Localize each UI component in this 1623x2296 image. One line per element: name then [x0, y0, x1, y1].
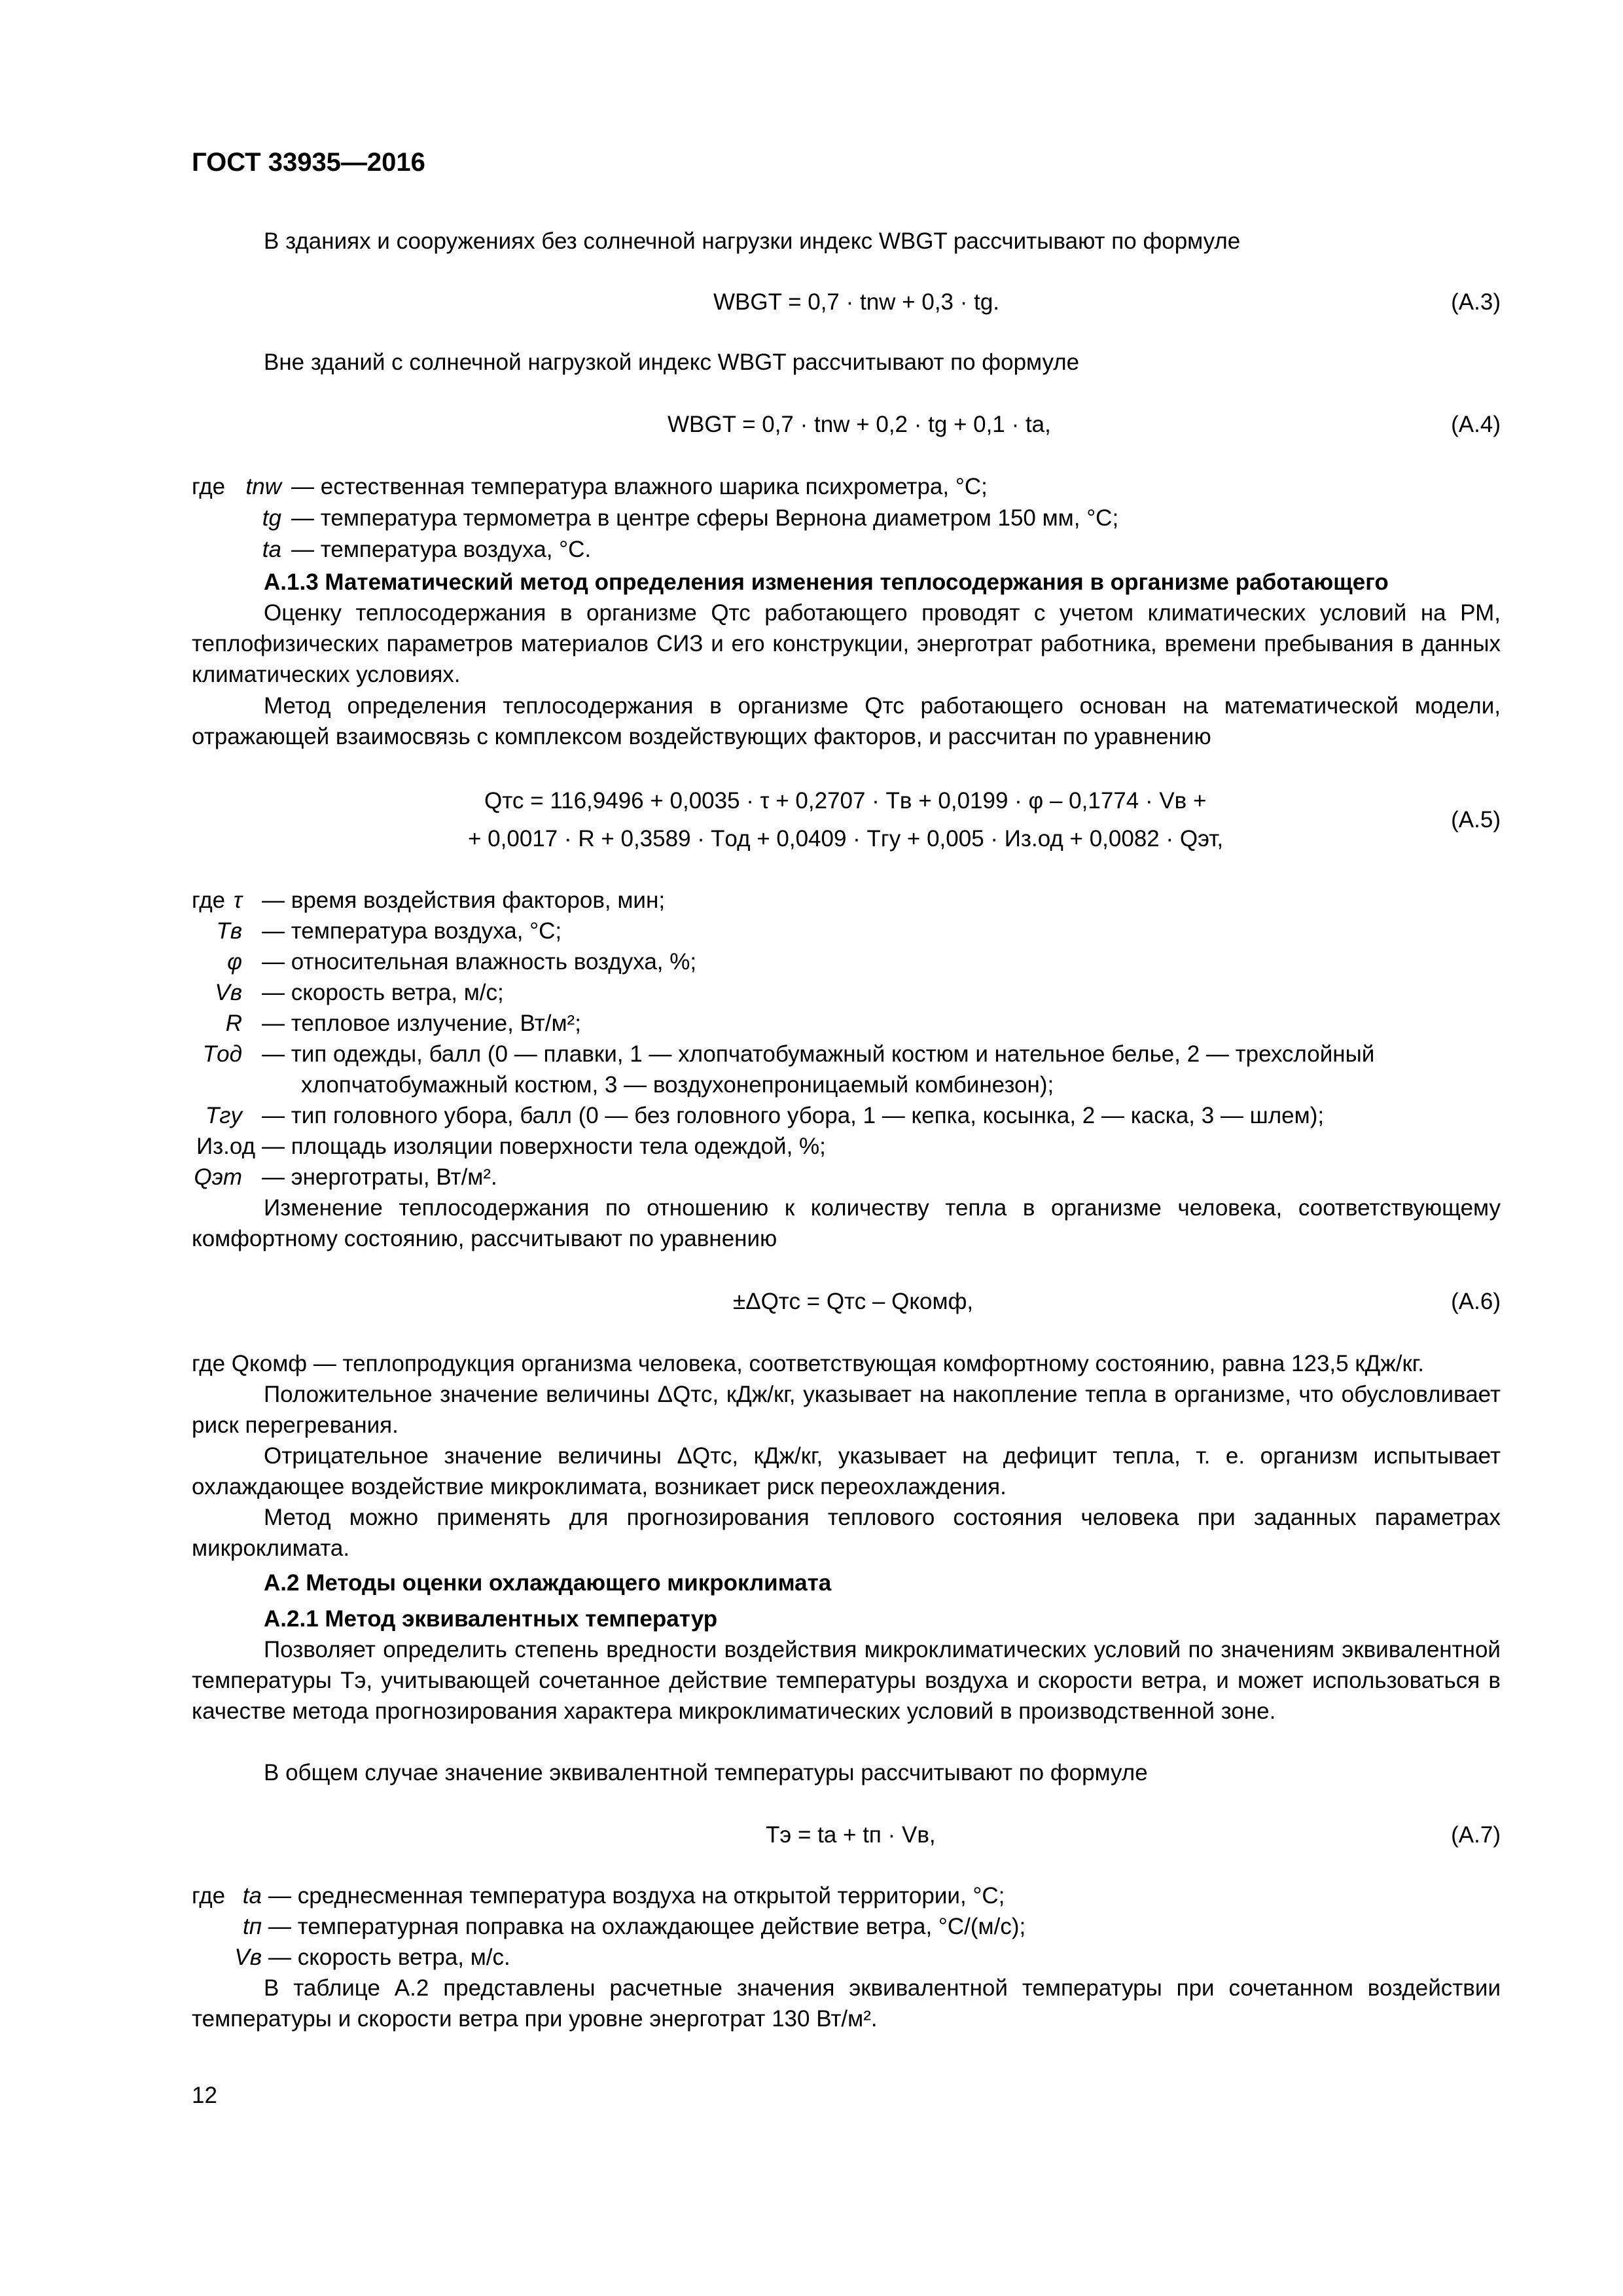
- section-heading-a2: А.2 Методы оценки охлаждающего микроклимата: [264, 1570, 832, 1596]
- variable-symbol: τ: [233, 888, 242, 913]
- formula-a4: WBGT = 0,7 · tnw + 0,2 · tg + 0,1 · ta,: [668, 412, 1051, 437]
- variable-description: — энерготраты, Вт/м².: [262, 1164, 497, 1190]
- paragraph-2: Метод определения теплосодержания в организме Qтс работающего основан на математической модели, отражающей взаимосвязь с комплексом воздействующих факторов, и рассчитан по уравнению: [192, 693, 1501, 749]
- formula-a5-line1: Qтс = 116,9496 + 0,0035 · τ + 0,2707 · Tв + 0,0199 · φ – 0,1774 · Vв +: [484, 788, 1207, 814]
- variable-description: — температура термометра в центре сферы Вернона диаметром 150 мм, °С;: [291, 505, 1119, 531]
- paragraph-10: В таблице А.2 представлены расчетные значения эквивалентной температуры при сочетанном воздействии температуры и скорости ветра при уровне энерготрат 130 Вт/м².: [192, 1975, 1501, 2032]
- variable-symbol: R: [225, 1011, 242, 1036]
- variable-symbol: tg: [262, 505, 281, 531]
- document-header: ГОСТ 33935—2016: [192, 148, 425, 177]
- variable-description: — тип одежды, балл (0 — плавки, 1 — хлопчатобумажный костюм и нательное белье, 2 — трехслойный: [262, 1041, 1375, 1067]
- paragraph-3: Изменение теплосодержания по отношению к количеству тепла в организме человека, соответствующему комфортному состоянию, рассчитывают по уравнению: [192, 1195, 1501, 1251]
- variable-symbol: tnw: [245, 474, 281, 499]
- variable-description: — температурная поправка на охлаждающее действие ветра, °С/(м/с);: [268, 1914, 1026, 1939]
- variable-description: — тип головного убора, балл (0 — без головного убора, 1 — кепка, косынка, 2 — каска, 3 — шлем);: [262, 1103, 1325, 1128]
- formula-a4-number: (А.4): [1451, 412, 1501, 437]
- variable-symbol: Vв: [234, 1945, 262, 1970]
- paragraph-1: Оценку теплосодержания в организме Qтс работающего проводят с учетом климатических условий на РМ, теплофизических параметров материалов СИЗ и его конструкции, энерготрат работника, времени пребывания в данных климатических условиях.: [192, 600, 1501, 687]
- paragraph-5: Положительное значение величины ΔQтс, кДж/кг, указывает на накопление тепла в организме, что обусловливает риск перегревания.: [192, 1382, 1501, 1438]
- formula-a3: WBGT = 0,7 · tnw + 0,3 · tg.: [713, 289, 1000, 315]
- variable-symbol: ta: [262, 537, 281, 562]
- paragraph-6: Отрицательное значение величины ΔQтс, кДж/кг, указывает на дефицит тепла, т. е. организм испытывает охлаждающее воздействие микроклимата, возникает риск переохлаждения.: [192, 1443, 1501, 1499]
- intro-paragraph-1: В зданиях и сооружениях без солнечной нагрузки индекс WBGT рассчитывают по формуле: [264, 228, 1241, 254]
- paragraph-4: где Qкомф — теплопродукция организма человека, соответствующая комфортному состоянию, равна 123,5 кДж/кг.: [192, 1351, 1425, 1376]
- paragraph-9: В общем случае значение эквивалентной температуры рассчитывают по формуле: [264, 1760, 1148, 1785]
- intro-paragraph-2: Вне зданий с солнечной нагрузкой индекс WBGT рассчитывают по формуле: [264, 350, 1080, 375]
- variable-symbol: Qэт: [194, 1164, 242, 1190]
- variable-symbol: ta: [242, 1883, 262, 1909]
- variable-description: — температура воздуха, °С;: [262, 918, 562, 944]
- variable-description: — время воздействия факторов, мин;: [262, 888, 666, 913]
- formula-a6: ±ΔQтс = Qтс – Qкомф,: [733, 1289, 974, 1314]
- variable-description: — скорость ветра, м/с.: [268, 1945, 510, 1970]
- variable-description: — естественная температура влажного шарика психрометра, °С;: [291, 474, 988, 499]
- variable-symbol: Tод: [202, 1041, 242, 1067]
- formula-a5-line2: + 0,0017 · R + 0,3589 · Tод + 0,0409 · Tгу + 0,005 · Из.од + 0,0082 · Qэт,: [468, 826, 1224, 852]
- where-label: где: [192, 888, 226, 913]
- variable-description: — среднесменная температура воздуха на открытой территории, °С;: [268, 1883, 1005, 1909]
- where-label: где: [192, 1883, 226, 1909]
- where-label: где: [192, 474, 226, 499]
- formula-a7: Тэ = ta + tп · Vв,: [766, 1822, 936, 1848]
- variable-symbol: φ: [227, 949, 242, 975]
- formula-a7-number: (А.7): [1451, 1822, 1501, 1848]
- variable-symbol: Из.од: [196, 1134, 255, 1159]
- variable-description: — тепловое излучение, Вт/м²;: [262, 1011, 581, 1036]
- formula-a6-number: (А.6): [1451, 1289, 1501, 1314]
- formula-a3-number: (А.3): [1451, 289, 1501, 315]
- page-number: 12: [192, 2083, 217, 2108]
- paragraph-7: Метод можно применять для прогнозирования теплового состояния человека при заданных параметрах микроклимата.: [192, 1505, 1501, 1561]
- variable-description: — температура воздуха, °С.: [291, 537, 592, 562]
- formula-a5-number: (А.5): [1451, 807, 1501, 833]
- paragraph-8: Позволяет определить степень вредности воздействия микроклиматических условий по значениям эквивалентной температуры Тэ, учитывающей сочетанное действие температуры воздуха и скорости ветра, и может использоваться в качестве метода прогнозирования характера микроклиматических условий в производственной зоне.: [192, 1637, 1501, 1724]
- variable-description-continued: хлопчатобумажный костюм, 3 — воздухонепроницаемый комбинезон);: [301, 1072, 1054, 1098]
- variable-description: — площадь изоляции поверхности тела одеждой, %;: [262, 1134, 826, 1159]
- variable-symbol: Tв: [216, 918, 242, 944]
- variable-symbol: Vв: [215, 980, 242, 1005]
- section-heading-a13: А.1.3 Математический метод определения изменения теплосодержания в организме работающего: [264, 569, 1389, 595]
- variable-description: — относительная влажность воздуха, %;: [262, 949, 697, 975]
- section-heading-a21: А.2.1 Метод эквивалентных температур: [264, 1606, 718, 1632]
- variable-description: — скорость ветра, м/с;: [262, 980, 504, 1005]
- variable-symbol: tп: [243, 1914, 262, 1939]
- variable-symbol: Tгу: [205, 1103, 242, 1128]
